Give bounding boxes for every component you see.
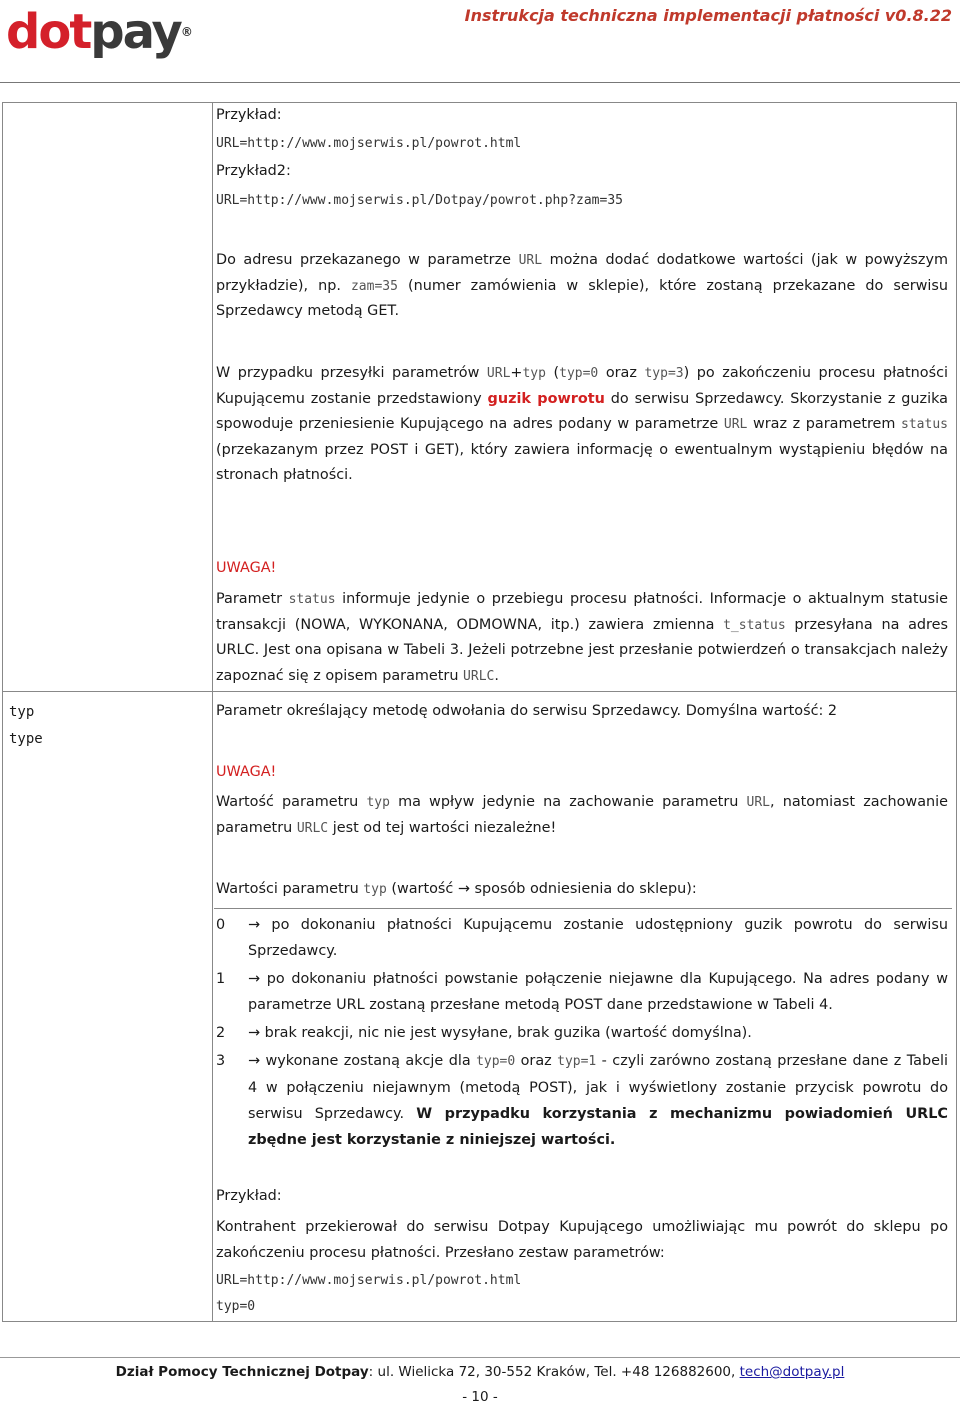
- param-name-cell: [9, 699, 43, 753]
- typ-example-text: Kontrahent przekierował do serwisu Dotpay Kupującego umożliwiając mu powrót do sklepu po zakończeniu procesu płatności. Przesłano zestaw parametrów:: [216, 1219, 948, 1261]
- document-title: Instrukcja techniczna implementacji płatności v0.8.22: [464, 6, 952, 25]
- typ-values-list: [216, 912, 948, 1153]
- list-item: 2 → brak reakcji, nic nie jest wysyłane, brak guzika (wartość domyślna).: [216, 1025, 752, 1041]
- param-name: typ: [9, 704, 35, 720]
- support-email-link[interactable]: tech@dotpay.pl: [739, 1364, 845, 1380]
- page-header: [0, 0, 960, 80]
- example2-label: Przykład2:: [216, 163, 291, 179]
- list-item: 3 → wykonane zostaną akcje dla typ=0 oraz typ=1 - czyli zarówno zostaną przesłane dane z Tabeli 4 w połączeniu niejawnym (metodą POST), jak i wyświetlony zostanie przycisk powrotu do serwisu Sprzedawcy. W przypadku korzystania z mechanizmu powiadomień URLC zbędne jest korzystanie z niniejszej wartości.: [216, 1053, 948, 1148]
- page-number: - 10 -: [462, 1389, 498, 1405]
- header-divider: [0, 82, 960, 83]
- typ-description: Parametr określający metodę odwołania do serwisu Sprzedawcy. Domyślna wartość: 2: [216, 703, 838, 719]
- example2-code: URL=http://www.mojserwis.pl/Dotpay/powrot.php?zam=35: [216, 193, 623, 208]
- values-list-divider: [214, 908, 952, 909]
- typ-example-code-url: URL=http://www.mojserwis.pl/powrot.html: [216, 1273, 522, 1288]
- status-warning-paragraph: Parametr status informuje jedynie o przebiegu procesu płatności. Informacje o aktualnym statusie transakcji (NOWA, WYKONANA, ODMOWNA, itp.) zawiera zmienna t_status przesyłana na adres URLC. Jest ona opisana w Tabeli 3. Jeżeli potrzebne jest przesłanie potwierdzeń o transakcjach należy zapoznać się z opisem parametru URLC.: [216, 591, 948, 684]
- return-button-term: guzik powrotu: [487, 390, 605, 407]
- typ-example-code-typ: typ=0: [216, 1299, 256, 1314]
- page-footer: Dział Pomocy Technicznej Dotpay: ul. Wielicka 72, 30-552 Kraków, Tel. +48 126882600, tech@dotpay.pl: [115, 1364, 845, 1380]
- dotpay-logo: dotpay®: [6, 4, 193, 60]
- typ-example-label: Przykład:: [216, 1188, 282, 1204]
- footer-divider: [0, 1357, 960, 1358]
- warning-label: UWAGA!: [216, 560, 277, 576]
- example-label: Przykład:: [216, 107, 282, 123]
- typ-warning-label: UWAGA!: [216, 764, 277, 780]
- list-item: 1 → po dokonaniu płatności powstanie połączenie niejawne dla Kupującego. Na adres podany w parametrze URL zostaną przesłane metodą POST dane przedstawione w Tabeli 4.: [216, 971, 948, 1013]
- example-code: URL=http://www.mojserwis.pl/powrot.html: [216, 136, 522, 151]
- url-note-paragraph: Do adresu przekazanego w parametrze URL można dodać dodatkowe wartości (jak w powyższym przykładzie), np. zam=35 (numer zamówienia w sklepie), które zostaną przekazane do serwisu Sprzedawcy metodą GET.: [216, 252, 948, 319]
- column-divider: [212, 103, 213, 1321]
- typ-warning-paragraph: Wartość parametru typ ma wpływ jedynie na zachowanie parametru URL, natomiast zachowanie parametru URLC jest od tej wartości niezależne!: [216, 794, 948, 836]
- typ-values-heading: Wartości parametru typ (wartość → sposób odniesienia do sklepu):: [216, 881, 697, 897]
- list-item: 0 → po dokonaniu płatności Kupującemu zostanie udostępniony guzik powrotu do serwisu Sprzedawcy.: [216, 917, 948, 959]
- param-name-alias: type: [9, 731, 43, 747]
- return-button-paragraph: W przypadku przesyłki parametrów URL+typ (typ=0 oraz typ=3) po zakończeniu procesu płatności Kupującemu zostanie przedstawiony guzik powrotu do serwisu Sprzedawcy. Skorzystanie z guzika spowoduje przeniesienie Kupującego na adres podany w parametrze URL wraz z parametrem status (przekazanym przez POST i GET), który zawiera informację o ewentualnym wystąpieniu błędów na stronach płatności.: [216, 365, 948, 483]
